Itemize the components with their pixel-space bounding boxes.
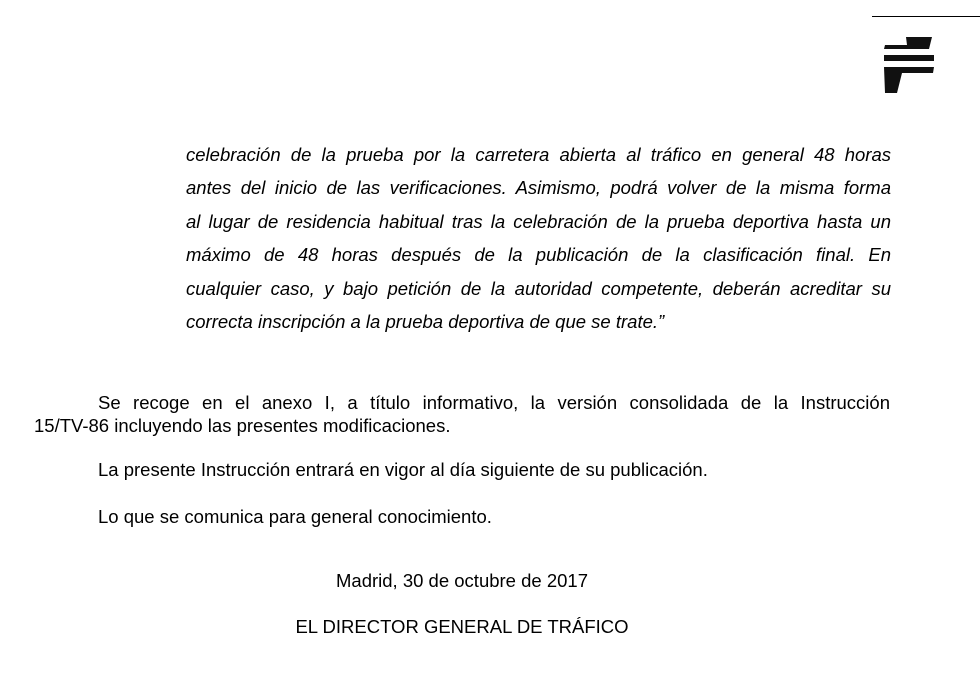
header-rule: [872, 16, 980, 17]
quote-line: correcta inscripción a la prueba deportiva de que se trate.”: [186, 311, 665, 333]
dgt-logo-icon: [880, 34, 938, 96]
communication-paragraph: [34, 505, 890, 528]
communication-text: Lo que se comunica para general conocimiento.: [98, 506, 492, 527]
entry-into-force-paragraph: [34, 458, 890, 481]
quote-line: al lugar de residencia habitual tras la celebración de la prueba deportiva hasta un: [186, 210, 891, 232]
annex-paragraph: [34, 391, 890, 437]
quote-line: celebración de la prueba por la carretera abierta al tráfico en general 48 horas: [186, 144, 891, 165]
annex-paragraph-line: Se recoge en el anexo I, a título informativo, la versión consolidada de la Instrucción: [98, 392, 890, 413]
annex-paragraph-line: 15/TV-86 incluyendo las presentes modificaciones.: [34, 415, 451, 436]
place-date: Madrid, 30 de octubre de 2017: [336, 570, 588, 591]
entry-into-force-text: La presente Instrucción entrará en vigor al día siguiente de su publicación.: [98, 459, 708, 480]
quote-line: cualquier caso, y bajo petición de la autoridad competente, deberán acreditar su: [186, 277, 891, 299]
quoted-text-block: [186, 138, 891, 338]
quote-line: máximo de 48 horas después de la publicación de la clasificación final. En: [186, 244, 891, 266]
quote-line: antes del inicio de las verificaciones. Asimismo, podrá volver de la misma forma: [186, 177, 891, 199]
signatory-title: EL DIRECTOR GENERAL DE TRÁFICO: [295, 616, 629, 637]
